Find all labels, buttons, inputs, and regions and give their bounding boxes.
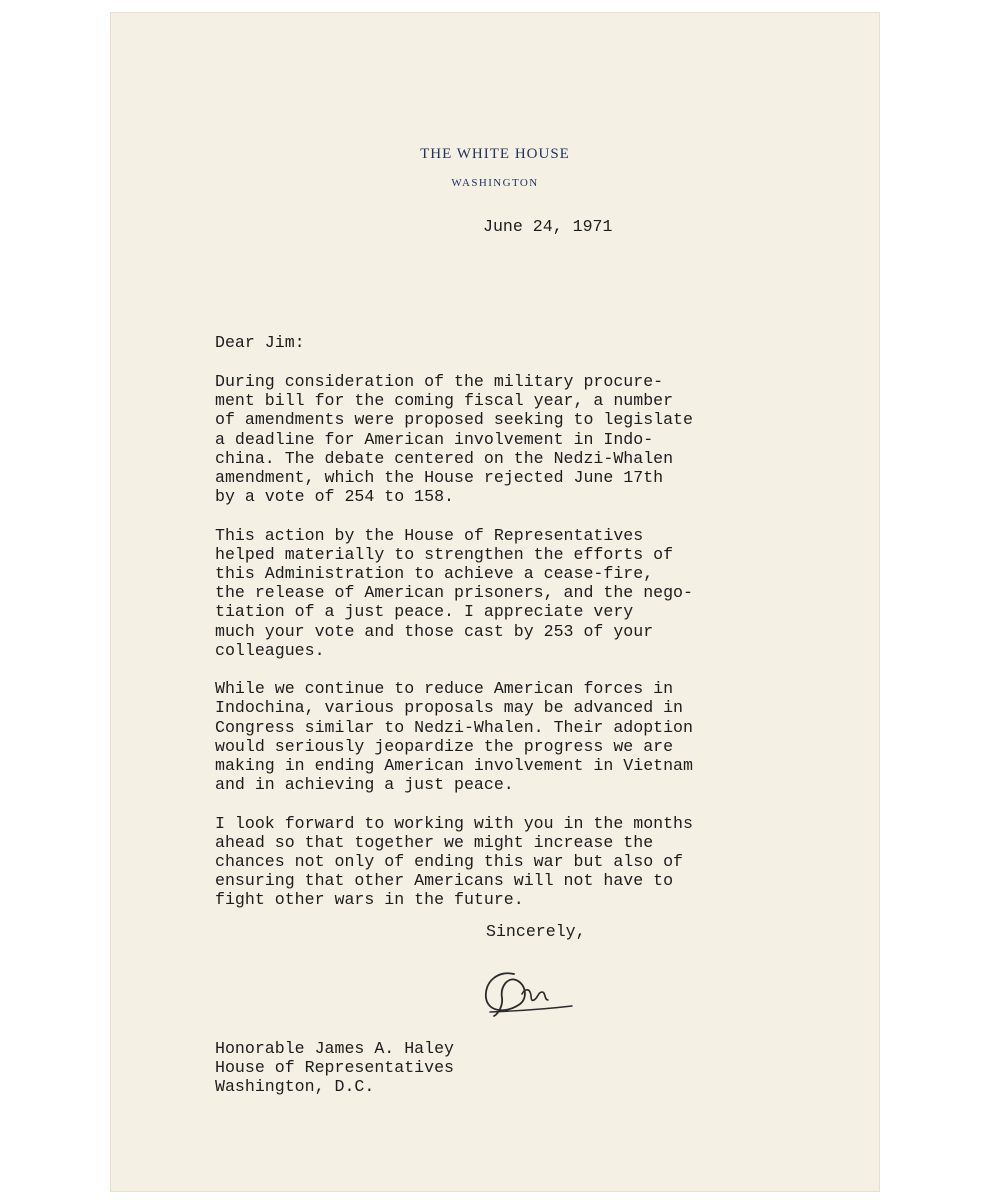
signature-icon	[476, 964, 576, 1020]
letterhead-subtitle: WASHINGTON	[451, 177, 539, 189]
letter-date: June 24, 1971	[483, 217, 613, 236]
body-paragraph: During consideration of the military procure- ment bill for the coming fiscal year, a number of amendments were proposed seeking to legislate a deadline for American involvement in Indo- china. The debate centered on the Nedzi-Whalen amendment, which the House rejected June 17th by a vote of 254 to 158.	[215, 372, 693, 507]
closing: Sincerely,	[486, 922, 586, 941]
recipient-office: House of Representatives	[215, 1058, 454, 1078]
letter-body	[215, 372, 775, 929]
recipient-name: Honorable James A. Haley	[215, 1039, 454, 1058]
letterhead-title: THE WHITE HOUSE	[420, 146, 570, 162]
recipient-address	[215, 1039, 454, 1097]
body-paragraph: While we continue to reduce American forces in Indochina, various proposals may be advanced in Congress similar to Nedzi-Whalen. Their adoption would seriously jeopardize the progress we are making in ending American involvement in Vietnam and in achieving a just peace.	[215, 679, 693, 795]
salutation: Dear Jim:	[215, 333, 305, 352]
body-paragraph: This action by the House of Representatives helped materially to strengthen the efforts of this Administration to achieve a cease-fire, the release of American prisoners, and the nego- tiation of a just peace. I appreciate very much your vote and those cast by 253 of your colleagues.	[215, 525, 693, 660]
letter-page	[110, 12, 880, 1192]
recipient-city: Washington, D.C.	[215, 1077, 375, 1097]
body-paragraph: I look forward to working with you in the months ahead so that together we might increase the chances not only of ending this war but also of ensuring that other Americans will not have to fight other wars in the future.	[215, 813, 693, 910]
